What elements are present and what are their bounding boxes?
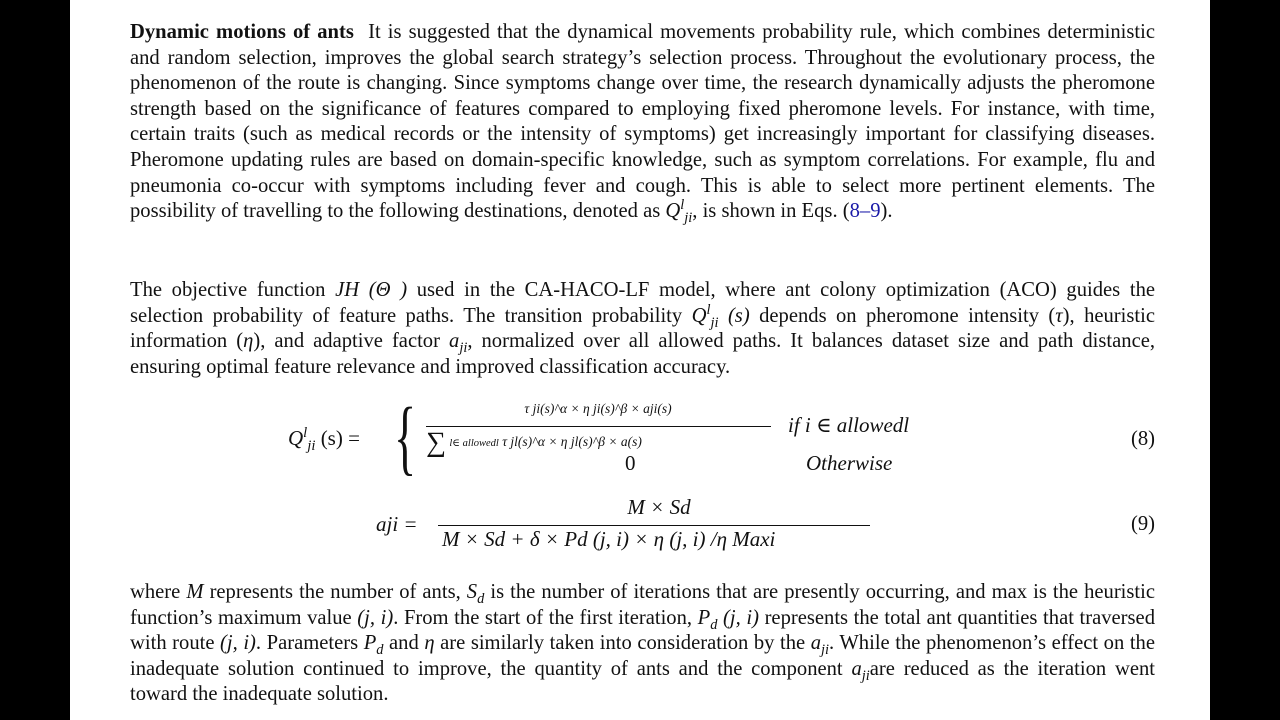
paragraph-text: It is suggested that the dynamical movements probability rule, which combines deterministic and random selection, improves the global search strategy’s selection process. Throughout the evolutionary process, the phenomenon of the route is changing. Since symptoms change over time, the research dynamically adjusts the pheromone strength based on the significance of features compared to employing fixed pheromone levels. For instance, with time, certain traits (such as medical records or the intensity of symptoms) get increasingly important for classifying diseases. Pheromone updating rules are based on domain-specific knowledge, such as symptom correlations. For example, flu and pneumonia co-occur with symptoms including fever and cough. This is able to select more pertinent elements. The possibility of travelling to the following destinations, denoted as [130,21,1155,223]
equation-8-condition-otherwise: Otherwise [806,451,893,475]
symbol-eta: η [424,632,435,655]
equation-8 [288,391,938,484]
symbol-a-ji: $a_{ji}$ [851,657,870,684]
symbol-q: $Q^l_{ji}$ [665,197,693,227]
equation-8-zero: 0 [625,451,636,475]
formula-transition-probability: $Q^l_{ji}$ (s) [691,301,750,331]
equation-9-denominator: M × Sd + δ × Pd (j, i) × η (j, i) /η Maxi [442,527,776,551]
equation-9-numerator: M × Sd [627,495,691,519]
equation-8-condition-allowed: if i ∈ allowedl [788,413,910,437]
symbol-a-ji: $a_{ji}$ [449,330,468,357]
equation-8-lhs: $Q^l_{ji}$ (s) = [288,425,360,455]
equation-8-number: (8) [1130,428,1155,450]
paper-page [70,0,1210,720]
paragraph-dynamic-motions: Dynamic motions of ants It is suggested that the dynamical movements probability rule, which combines deterministic and random selection, improves the global search strategy’s selection process. Throughout the evolutionary process, the phenomenon of the route is changing. Since symptoms change over time, the research dynamically adjusts the pheromone strength based on the significance of features compared to employing fixed pheromone levels. For instance, with time, certain traits (such as medical records or the intensity of symptoms) get increasingly important for classifying diseases. Pheromone updating rules are based on domain-specific knowledge, such as symptom correlations. For example, flu and pneumonia co-occur with symptoms including fever and cough. This is able to select more pertinent elements. The possibility of travelling to the following destinations, denoted as $Q^l_{ji}$, is shown in Eqs. (8–9). [130,21,1155,227]
equation-9-lhs: aji = [376,512,418,536]
equation-8-denominator: ∑ l∈ allowedl τ jl(s)^α × η jl(s)^β × a(s) [426,427,642,458]
symbol-m: M [186,581,204,603]
runin-heading: Dynamic motions of ants [130,21,354,43]
symbol-a-ji: $a_{ji}$ [810,632,830,659]
symbol-p-d: $P_d$ [363,632,384,659]
formula-jh: JH (Θ ) [335,279,408,301]
symbol-tau: τ [1055,304,1063,327]
paragraph-where-definitions: where M represents the number of ants, $S_d$ is the number of iterations that are presently occurring, and max is the heuristic function’s maximum value (j, i). From the start of the first iteration, $P_d$ (j, i) represents the total ant quantities that traversed with route (j, i). Parameters $P_d$ and η are similarly taken into consideration by the $a_{ji}$. While the phenomenon’s effect on the inadequate solution continued to improve, the quantity of ants and the component $a_{ji}are$ reduced as the iteration went toward the inadequate solution. [130,581,1155,706]
equation-9 [376,492,896,558]
paragraph-objective-function: The objective function JH (Θ ) used in the CA-HACO-LF model, where ant colony optimization (ACO) guides the selection probability of feature paths. The transition probability $Q^l_{ji}$ (s) depends on pheromone intensity (τ), heuristic information (η), and adaptive factor $a_{ji}$, normalized over all allowed paths. It balances dataset size and path distance, ensuring optimal feature relevance and improved classification accuracy. [130,279,1156,378]
equation-9-number: (9) [1130,513,1155,535]
equation-reference-link[interactable]: 8–9 [849,200,881,223]
paragraph-text-after-symbol: , is shown in Eqs. ( [692,200,850,223]
equation-9-fraction-bar [438,525,870,526]
symbol-p-d-ji: $P_d$ (j, i) [697,606,759,633]
symbol-route-j-i: (j, i) [220,632,256,655]
equation-8-brace: { [394,391,417,484]
symbol-s-d: $S_d$ [466,581,485,608]
equation-8-numerator: τ ji(s)^α × η ji(s)^β × aji(s) [524,401,672,416]
symbol-eta: η [243,330,254,353]
symbol-j-i: (j, i) [357,606,394,629]
